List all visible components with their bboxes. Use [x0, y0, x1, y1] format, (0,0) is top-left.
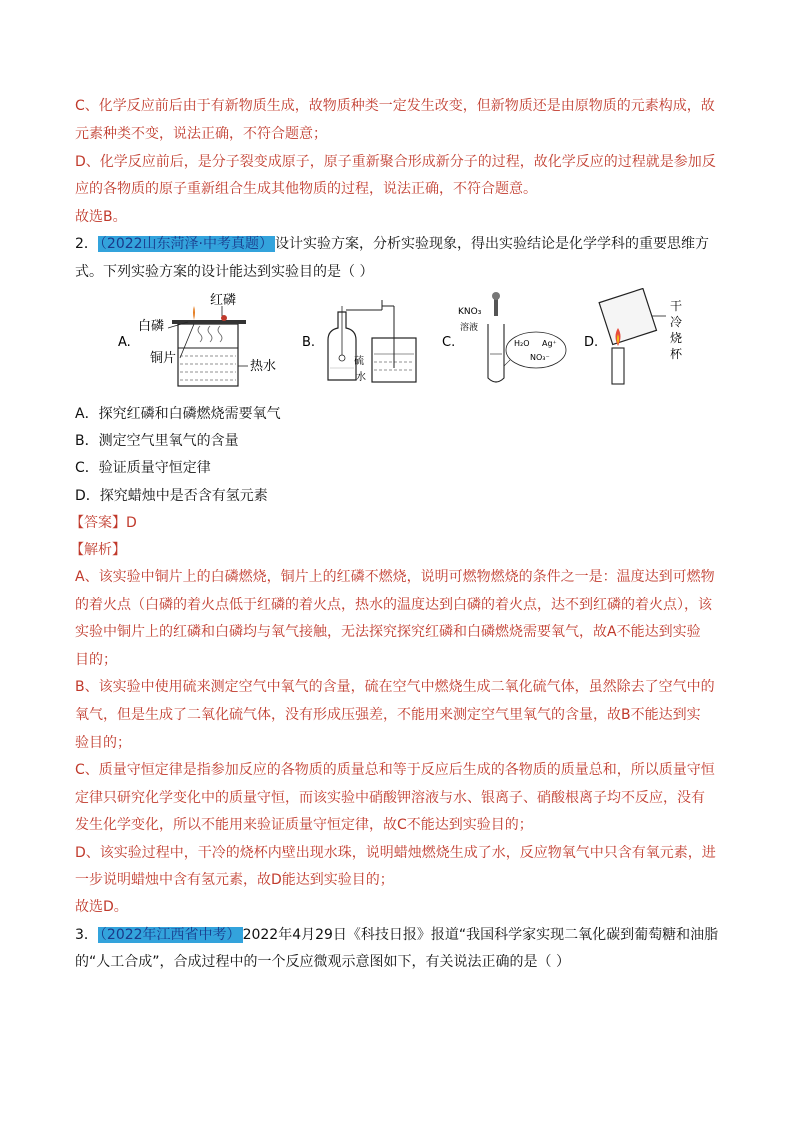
q2-conclusion: 故选D。: [75, 899, 128, 915]
q2-analysis-line: D、该实验过程中，干冷的烧杯内壁出现水珠，说明蜡烛燃烧生成了水，反应物氧气中只含有氧元素，进: [75, 845, 716, 861]
q3-stem-line1: [75, 925, 718, 945]
q2-option-c: C．验证质量守恒定律: [75, 460, 211, 476]
figure-a-label: A.: [118, 335, 131, 350]
q3-number: 3．: [75, 927, 98, 943]
figure-d-cup-label: [670, 299, 686, 361]
q2-analysis-line: 发生化学变化，所以不能用来验证质量守恒定律，故C不能达到实验目的；: [75, 817, 533, 833]
q2-stem-text: 设计实验方案，分析实验现象，得出实验结论是化学学科的重要思维方: [275, 236, 710, 252]
q2-analysis-line: 实验中铜片上的红磷和白磷均与氧气接触，无法探究探究红磷和白磷燃烧需要氧气，故A不能达到实验: [75, 624, 701, 640]
q2-option-b: B．测定空气里氧气的含量: [75, 433, 239, 449]
prev-explanation-c-line2: 元素种类不变，说法正确，不符合题意；: [75, 126, 327, 142]
figure-a-copper-label: 铜片: [150, 351, 177, 366]
figure-d-cup-char-1: 干: [670, 299, 683, 313]
q2-stem-line1: [75, 234, 709, 254]
figure-d-cup-char-4: 杯: [670, 347, 683, 361]
prev-explanation-d-line2: 应的各物质的原子重新组合生成其他物质的过程，说法正确，不符合题意。: [75, 181, 537, 197]
q2-source-tag: （2022山东菏泽·中考真题）: [99, 236, 274, 252]
figure-d-candle-setup: [584, 288, 686, 384]
figure-c-h2o-label: H₂O: [514, 339, 530, 348]
figure-c-no3-label: NO₃⁻: [530, 353, 550, 362]
q3-source-tag: （2022年江西省中考）: [99, 927, 241, 943]
q2-analysis-line: 验目的；: [75, 735, 131, 751]
q2-stem-line2: 式。下列实验方案的设计能达到实验目的是（ ）: [75, 264, 374, 280]
figure-b-sulfur-label: 硫: [354, 356, 364, 367]
q2-analysis-line: 目的；: [75, 652, 117, 668]
figure-c-ag-label: Ag⁺: [542, 339, 557, 348]
q2-analysis-line: C、质量守恒定律是指参加反应的各物质的质量总和等于反应后生成的各物质的质量总和，所以质量守恒: [75, 762, 715, 778]
q2-analysis-line: 氧气，但是生成了二氧化硫气体，没有形成压强差，不能用来测定空气里氧气的含量，故B不能达到实: [75, 707, 701, 723]
prev-conclusion: 故选B。: [75, 209, 127, 225]
figure-b-sulfur-setup: [302, 300, 416, 383]
figure-b-label: B.: [302, 335, 316, 350]
figure-a-red-phosphorus-label: 红磷: [210, 293, 237, 308]
q2-analysis-line: 定律只研究化学变化中的质量守恒，而该实验中硝酸钾溶液与水、银离子、硝酸根离子均不反应，没有: [75, 790, 705, 806]
figure-c-solution-label: 溶液: [460, 323, 479, 333]
figure-c-kno3-label: KNO₃: [458, 307, 482, 317]
figure-d-cup-char-3: 烧: [670, 331, 683, 345]
figure-d-cup-char-2: 冷: [670, 315, 683, 329]
q2-experiment-figure: [110, 288, 690, 388]
prev-explanation-d-line1: D、化学反应前后，是分子裂变成原子，原子重新聚合形成新分子的过程，故化学反应的过程就是参加反: [75, 154, 716, 170]
q2-option-a: A．探究红磷和白磷燃烧需要氧气: [75, 406, 281, 422]
q2-analysis-label: 【解析】: [70, 542, 126, 558]
figure-c-kno3-setup: [442, 292, 566, 382]
figure-a-hot-water-label: 热水: [250, 359, 277, 374]
figure-c-label: C.: [442, 335, 456, 350]
q3-stem-text: 2022年4月29日《科技日报》报道“我国科学家实现二氧化碳到葡萄糖和油脂: [242, 927, 719, 943]
figure-a-phosphorus-setup: [118, 292, 276, 386]
q2-option-d: D．探究蜡烛中是否含有氢元素: [75, 488, 268, 504]
q2-analysis-line: B、该实验中使用硫来测定空气中氧气的含量，硫在空气中燃烧生成二氧化硫气体，虽然除去了空气中的: [75, 679, 715, 695]
q2-analysis-line: 的着火点（白磷的着火点低于红磷的着火点，热水的温度达到白磷的着火点，达不到红磷的着火点），该: [75, 597, 712, 613]
figure-a-white-phosphorus-label: 白磷: [138, 319, 165, 334]
figure-d-label: D.: [584, 335, 599, 350]
q2-analysis-line: 一步说明蜡烛中含有氢元素，故D能达到实验目的；: [75, 872, 394, 888]
prev-explanation-c-line1: C、化学反应前后由于有新物质生成，故物质种类一定发生改变，但新物质还是由原物质的元素构成，故: [75, 98, 715, 114]
q3-stem-line2: 的“人工合成”，合成过程中的一个反应微观示意图如下，有关说法正确的是（ ）: [75, 954, 570, 970]
figure-b-water-label: 水: [356, 372, 366, 383]
q2-number: 2．: [75, 236, 98, 252]
q2-answer: 【答案】D: [70, 515, 137, 531]
q2-analysis-line: A、该实验中铜片上的白磷燃烧，铜片上的红磷不燃烧，说明可燃物燃烧的条件之一是：温度达到可燃物: [75, 569, 715, 585]
